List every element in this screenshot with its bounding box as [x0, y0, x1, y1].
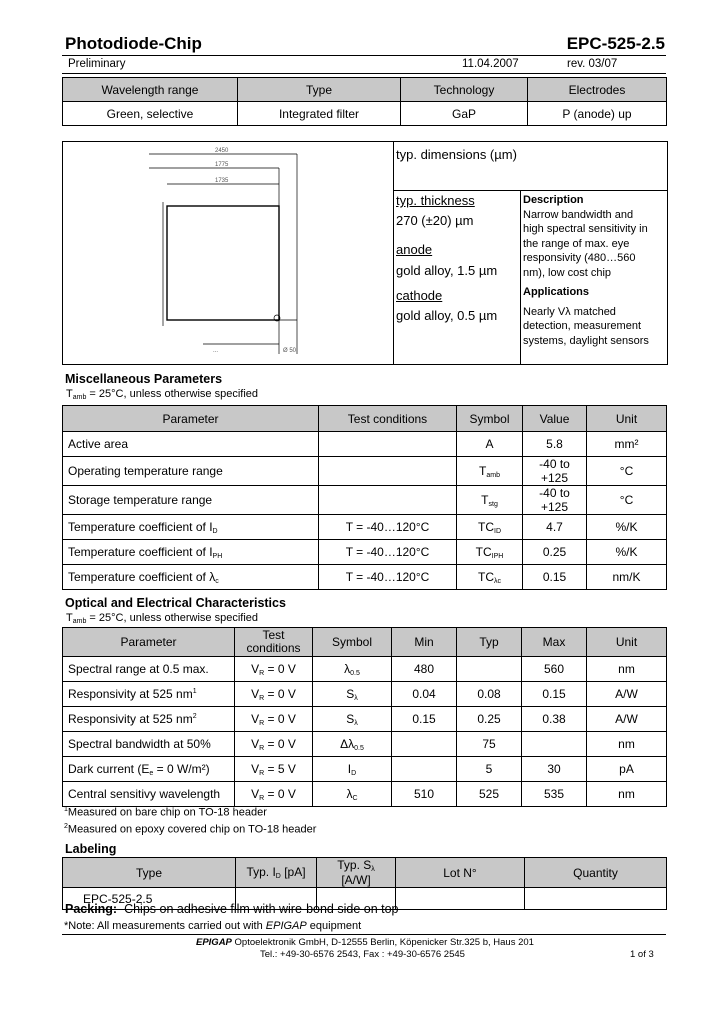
summary-table: [62, 77, 667, 126]
optical-symbol: $\Delta\lambda_{0.5}$: [313, 732, 392, 757]
revision-text: rev. 03/07: [567, 58, 618, 70]
optical-unit: nm: [587, 732, 667, 757]
misc-row: [63, 432, 667, 457]
optical-unit: nm: [587, 782, 667, 807]
packing-text: Chips on adhesive film with wire-bond side on top: [124, 902, 399, 916]
anode-label: anode: [396, 242, 433, 257]
misc-header: Unit: [587, 406, 667, 432]
misc-symbol: $TC_{\lambda c}$: [457, 565, 523, 590]
packing-line: [65, 902, 399, 916]
optical-typ: 525: [457, 782, 522, 807]
applications-line: detection, measurement: [523, 320, 642, 332]
summary-value: P (anode) up: [528, 102, 667, 126]
optical-min: 0.15: [392, 707, 457, 732]
optical-max: 560: [522, 657, 587, 682]
optical-condition-cell: $V_R = 0$ V: [235, 732, 313, 757]
misc-header: Parameter: [63, 406, 319, 432]
summary-header: Wavelength range: [63, 78, 238, 102]
optical-min: 480: [392, 657, 457, 682]
misc-header: Test conditions: [319, 406, 457, 432]
optical-param: Central sensitivy wavelength: [63, 782, 235, 807]
misc-param: Operating temperature range: [63, 457, 319, 486]
misc-header: Value: [523, 406, 587, 432]
optical-unit: A/W: [587, 707, 667, 732]
labeling-value: EPC-525-2.5: [63, 888, 236, 910]
page-title: Photodiode-Chip: [65, 34, 202, 53]
misc-value: 4.7: [523, 515, 587, 540]
labeling-value: [525, 888, 667, 910]
misc-value: 5.8: [523, 432, 587, 457]
optical-symbol: $\lambda_{0.5}$: [313, 657, 392, 682]
optical-param: Responsivity at 525 $nm^1$: [63, 682, 235, 707]
optical-row: [63, 657, 667, 682]
optical-max: 0.15: [522, 682, 587, 707]
optical-condition-cell: $V_R = 5$ V: [235, 757, 313, 782]
misc-unit: %/K: [587, 515, 667, 540]
applications-title: Applications: [523, 286, 590, 298]
misc-row: [63, 540, 667, 565]
dim-label: ...: [213, 348, 219, 354]
misc-row: [63, 565, 667, 590]
optical-table: [62, 627, 667, 807]
misc-value: 0.25: [523, 540, 587, 565]
misc-param: Temperature coefficient of $I_D$: [63, 515, 319, 540]
misc-condition-cell: [319, 457, 457, 486]
misc-condition: $T_{amb} = 25^\circ C$, unless otherwise specified: [66, 388, 258, 401]
misc-condition-cell: T = -40…120°C: [319, 515, 457, 540]
optical-header: Unit: [587, 628, 667, 657]
summary-header: Technology: [401, 78, 528, 102]
misc-header: Symbol: [457, 406, 523, 432]
packing-label: Packing:: [65, 902, 118, 916]
description-title: Description: [523, 194, 584, 206]
optical-header: Parameter: [63, 628, 235, 657]
footer-contact: Tel.: +49-30-6576 2543, Fax : +49-30-6576 2545: [260, 949, 465, 960]
dimensions-cell: [393, 142, 667, 191]
optical-max: 0.38: [522, 707, 587, 732]
optical-condition-cell: $V_R = 0$ V: [235, 657, 313, 682]
optical-header: Test conditions: [235, 628, 313, 657]
misc-unit: °C: [587, 486, 667, 515]
optical-typ: 0.08: [457, 682, 522, 707]
labeling-header: Lot N°: [396, 858, 525, 888]
summary-header: Electrodes: [528, 78, 667, 102]
misc-unit: °C: [587, 457, 667, 486]
misc-param: Temperature coefficient of $I_{PH}$: [63, 540, 319, 565]
misc-symbol: $T_{amb}$: [457, 457, 523, 486]
optical-typ: [457, 657, 522, 682]
description-line: nm), low cost chip: [523, 266, 612, 279]
misc-symbol: $TC_{IPH}$: [457, 540, 523, 565]
optical-header: Min: [392, 628, 457, 657]
optical-header: Max: [522, 628, 587, 657]
misc-unit: %/K: [587, 540, 667, 565]
dim-label: 1775: [215, 162, 229, 168]
status-text: Preliminary: [68, 58, 126, 70]
optical-row: [63, 732, 667, 757]
misc-condition-cell: T = -40…120°C: [319, 540, 457, 565]
misc-unit: mm²: [587, 432, 667, 457]
labeling-header: Typ. $I_D$ [pA]: [236, 858, 317, 888]
optical-row: [63, 682, 667, 707]
anode-value: gold alloy, 1.5 µm: [396, 263, 498, 278]
labeling-header: Type: [63, 858, 236, 888]
optical-symbol: $I_D$: [313, 757, 392, 782]
summary-value: Integrated filter: [238, 102, 401, 126]
description-line: high spectral sensitivity in: [523, 223, 648, 235]
summary-value: GaP: [401, 102, 528, 126]
optical-min: 510: [392, 782, 457, 807]
footnote-1: $^1$Measured on bare chip on TO-18 header: [64, 806, 267, 819]
optical-param: Spectral range at 0.5 max.: [63, 657, 235, 682]
description-cell: [523, 193, 665, 348]
description-line: Narrow bandwidth and: [523, 208, 634, 221]
misc-param: Temperature coefficient of $\lambda_c$: [63, 565, 319, 590]
optical-symbol: $\lambda_C$: [313, 782, 392, 807]
summary-header: Type: [238, 78, 401, 102]
specs-block: [62, 141, 668, 365]
misc-row: [63, 457, 667, 486]
optical-max: [522, 732, 587, 757]
materials-cell: [393, 191, 521, 364]
misc-condition-cell: [319, 486, 457, 515]
thickness-value: 270 (±20) µm: [396, 213, 474, 228]
optical-condition-cell: $V_R = 0$ V: [235, 682, 313, 707]
measurement-note: *Note: All measurements carried out with EPIGAP equipment: [64, 920, 362, 932]
misc-value: -40 to +125: [523, 457, 587, 486]
optical-max: 535: [522, 782, 587, 807]
misc-param: Storage temperature range: [63, 486, 319, 515]
optical-min: [392, 732, 457, 757]
optical-condition: $T_{amb} = 25^\circ C$, unless otherwise specified: [66, 612, 258, 625]
misc-value: 0.15: [523, 565, 587, 590]
labeling-title: Labeling: [65, 842, 117, 856]
misc-condition-cell: T = -40…120°C: [319, 565, 457, 590]
optical-condition-cell: $V_R = 0$ V: [235, 782, 313, 807]
page-number: 1 of 3: [630, 949, 654, 960]
applications-line: Nearly Vλ matched: [523, 305, 616, 318]
misc-row: [63, 486, 667, 515]
cathode-label: cathode: [396, 288, 443, 303]
misc-symbol: $T_{stg}$: [457, 486, 523, 515]
optical-header: Symbol: [313, 628, 392, 657]
date-text: 11.04.2007: [462, 58, 519, 70]
misc-symbol: A: [457, 432, 523, 457]
optical-row: [63, 707, 667, 732]
dim-label: 1735: [215, 178, 229, 184]
optical-param: Spectral bandwidth at 50%: [63, 732, 235, 757]
header-divider-2: [62, 73, 666, 74]
optical-symbol: $S_\lambda$: [313, 682, 392, 707]
optical-param: Responsivity at 525 $nm^2$: [63, 707, 235, 732]
thickness-label: typ. thickness: [396, 193, 475, 208]
description-line: responsivity (480…560: [523, 252, 636, 264]
optical-unit: pA: [587, 757, 667, 782]
footer-address: EPIGAP Optoelektronik GmbH, D-12555 Berlin, Köpenicker Str.325 b, Haus 201: [196, 937, 534, 948]
misc-value: -40 to +125: [523, 486, 587, 515]
misc-unit: nm/K: [587, 565, 667, 590]
optical-condition-cell: $V_R = 0$ V: [235, 707, 313, 732]
misc-condition-cell: [319, 432, 457, 457]
optical-max: 30: [522, 757, 587, 782]
footer-divider: [62, 934, 666, 935]
dim-label: Ø 50: [283, 348, 297, 354]
optical-symbol: $S_\lambda$: [313, 707, 392, 732]
optical-unit: A/W: [587, 682, 667, 707]
labeling-value: [396, 888, 525, 910]
part-number: EPC-525-2.5: [566, 34, 665, 53]
optical-title: Optical and Electrical Characteristics: [65, 596, 286, 610]
misc-param: Active area: [63, 432, 319, 457]
optical-row: [63, 782, 667, 807]
chip-drawing: [63, 142, 394, 364]
labeling-header: Typ. $S_\lambda$ [A/W]: [317, 858, 396, 888]
optical-unit: nm: [587, 657, 667, 682]
labeling-header: Quantity: [525, 858, 667, 888]
optical-typ: 0.25: [457, 707, 522, 732]
dimensions-title: typ. dimensions (µm): [396, 147, 517, 162]
optical-typ: 75: [457, 732, 522, 757]
cathode-value: gold alloy, 0.5 µm: [396, 308, 498, 323]
footnote-2: $^2$Measured on epoxy covered chip on TO-18 header: [64, 823, 317, 836]
misc-title: Miscellaneous Parameters: [65, 372, 223, 386]
misc-symbol: $TC_{ID}$: [457, 515, 523, 540]
optical-param: Dark current ($E_e = 0$ W/m²): [63, 757, 235, 782]
optical-row: [63, 757, 667, 782]
summary-value: Green, selective: [63, 102, 238, 126]
optical-min: [392, 757, 457, 782]
header-divider: [62, 55, 666, 56]
optical-header: Typ: [457, 628, 522, 657]
optical-min: 0.04: [392, 682, 457, 707]
misc-table: [62, 405, 667, 590]
chip-outline-drawing: [63, 142, 393, 364]
description-line: the range of max. eye: [523, 237, 630, 250]
dim-label: 2450: [215, 148, 229, 154]
optical-typ: 5: [457, 757, 522, 782]
applications-line: systems, daylight sensors: [523, 334, 649, 347]
misc-row: [63, 515, 667, 540]
